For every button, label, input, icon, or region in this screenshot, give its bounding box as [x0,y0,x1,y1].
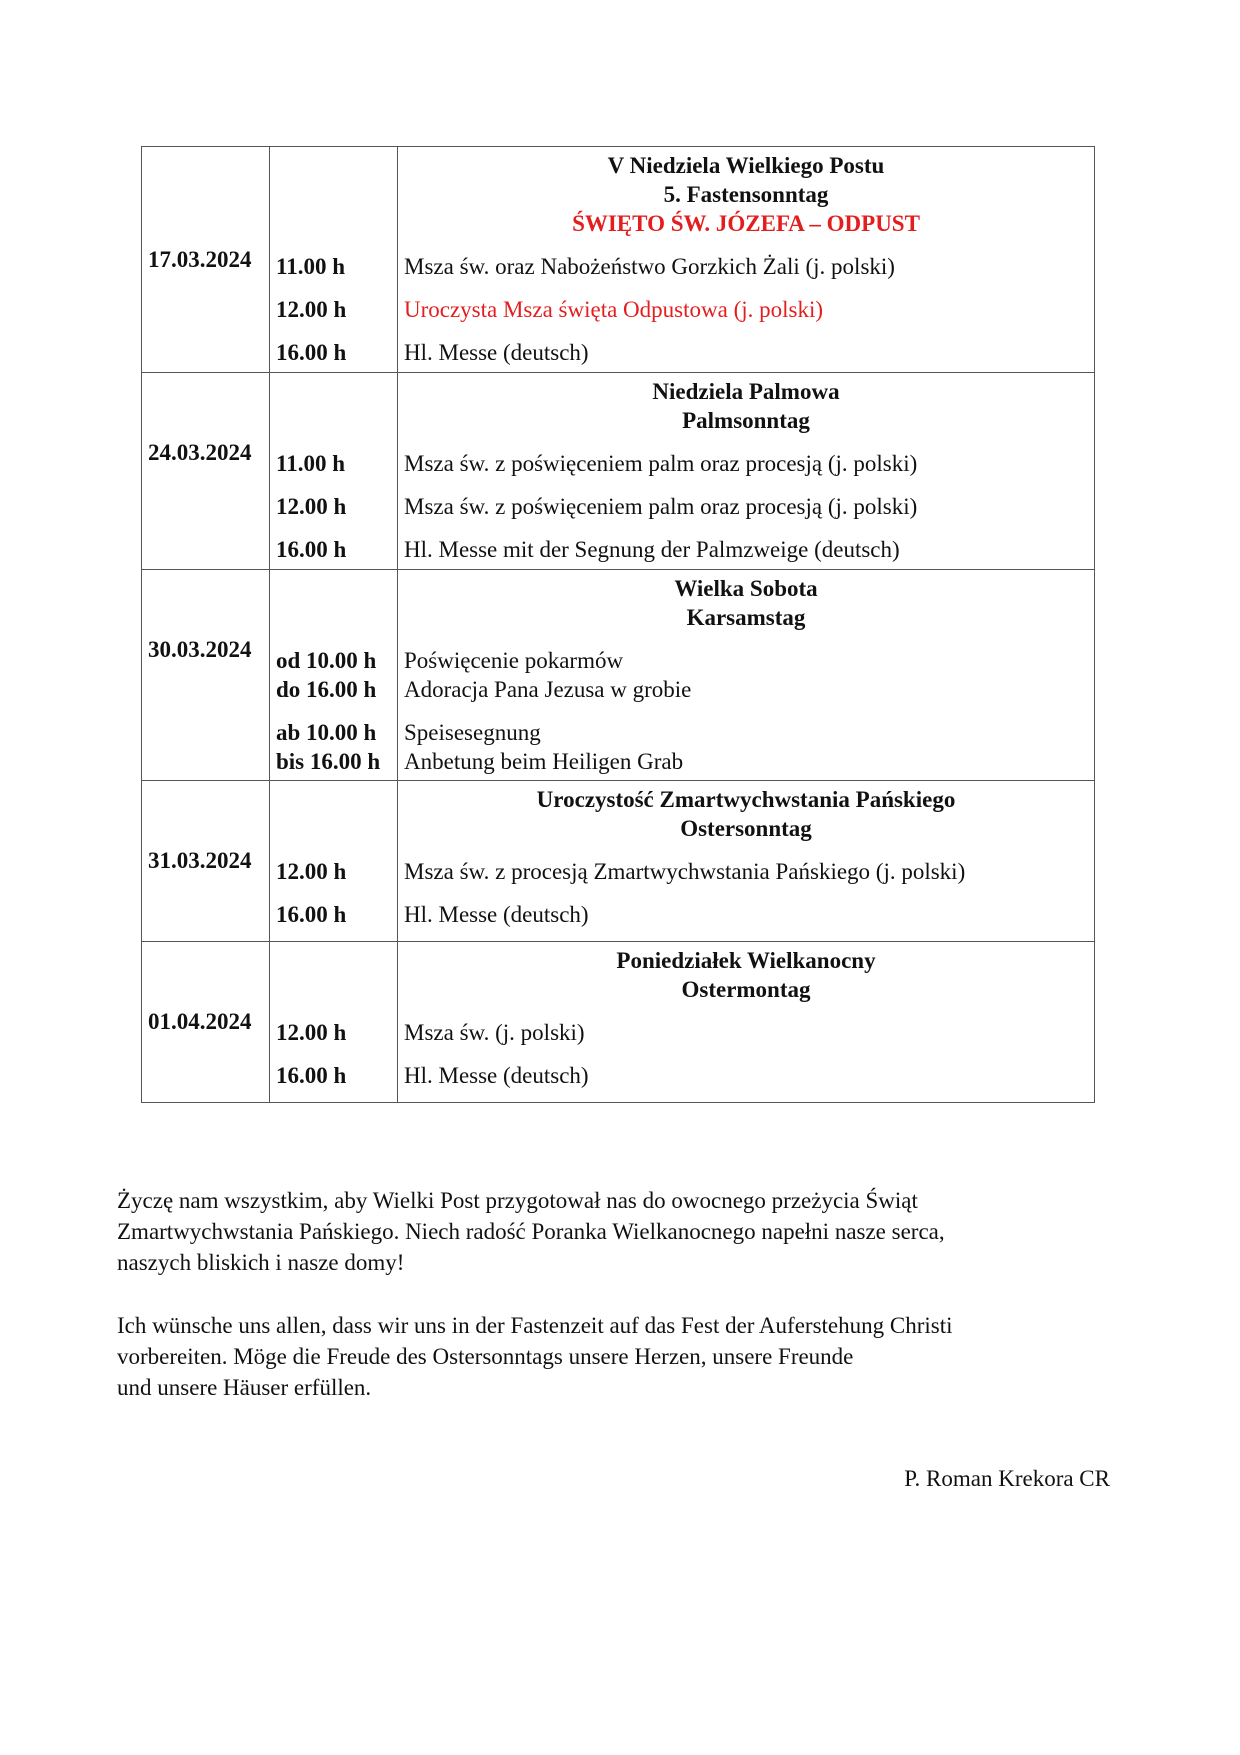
event-description: Adoracja Pana Jezusa w grobie [404,677,692,702]
time-cell [270,781,398,942]
event-description: Msza św. (j. polski) [404,1020,585,1045]
table-row [142,373,1095,570]
closing-line: und unsere Häuser erfüllen. [117,1375,372,1400]
date-label: 01.04.2024 [148,1009,252,1034]
event-description: Speisesegnung [404,720,541,745]
date-label: 17.03.2024 [148,246,252,272]
date-cell [142,942,270,1103]
time-label: 16.00 h [276,902,347,927]
event-title-german: Palmsonntag [682,408,810,433]
time-label: 12.00 h [276,859,347,884]
time-label: 12.00 h [276,297,347,322]
date-cell [142,570,270,781]
event-description: Hl. Messe (deutsch) [404,1063,589,1088]
event-description: Poświęcenie pokarmów [404,648,624,673]
event-title-german: Ostermontag [681,977,811,1002]
event-cell [398,781,1095,942]
time-label: 16.00 h [276,340,347,365]
event-description: Hl. Messe (deutsch) [404,340,589,365]
event-title-german: Ostersonntag [680,816,812,841]
date-cell [142,373,270,570]
closing-line: Życzę nam wszystkim, aby Wielki Post przygotował nas do owocnego przeżycia Świąt [117,1188,918,1213]
time-cell [270,147,398,373]
event-description: Msza św. z poświęceniem palm oraz procesją (j. polski) [404,494,918,519]
event-description: Uroczysta Msza święta Odpustowa (j. polski) [404,297,824,322]
event-description: Hl. Messe (deutsch) [404,902,589,927]
time-label: bis 16.00 h [276,749,381,774]
signature: P. Roman Krekora CR [904,1466,1110,1491]
closing-german [117,1310,1117,1403]
event-title-polish: Wielka Sobota [674,576,818,601]
time-label: 12.00 h [276,1020,347,1045]
time-label: do 16.00 h [276,677,377,702]
time-label: 12.00 h [276,494,347,519]
event-cell [398,373,1095,570]
event-cell [398,147,1095,373]
closing-line: Ich wünsche uns allen, dass wir uns in der Fastenzeit auf das Fest der Auferstehung Christi [117,1313,953,1338]
date-label: 30.03.2024 [148,637,252,662]
event-description: Hl. Messe mit der Segnung der Palmzweige (deutsch) [404,537,900,562]
event-title-polish: Poniedziałek Wielkanocny [616,948,876,973]
closing-line: naszych bliskich i nasze domy! [117,1250,405,1275]
schedule-table [141,146,1095,1103]
time-label: 16.00 h [276,1063,347,1088]
closing-line: Zmartwychwstania Pańskiego. Niech radość Poranka Wielkanocnego napełni nasze serca, [117,1219,945,1244]
event-description: Msza św. z procesją Zmartwychwstania Pańskiego (j. polski) [404,859,966,884]
closing-polish [117,1185,1117,1278]
event-title-polish: Uroczystość Zmartwychwstania Pańskiego [536,787,956,812]
time-label: ab 10.00 h [276,720,377,745]
time-label: 11.00 h [276,254,346,279]
event-cell [398,570,1095,781]
event-title-polish: V Niedziela Wielkiego Postu [607,153,885,178]
event-cell [398,942,1095,1103]
event-title-german: Karsamstag [686,605,806,630]
table-row [142,942,1095,1103]
event-description: Anbetung beim Heiligen Grab [404,749,684,774]
time-label: 11.00 h [276,451,346,476]
table-row [142,781,1095,942]
time-label: 16.00 h [276,537,347,562]
table-row [142,570,1095,781]
event-title-polish: Niedziela Palmowa [652,379,840,404]
time-cell [270,570,398,781]
date-cell [142,147,270,373]
closing-line: vorbereiten. Möge die Freude des Ostersonntags unsere Herzen, unsere Freunde [117,1344,854,1369]
event-title-feast: ŚWIĘTO ŚW. JÓZEFA – ODPUST [572,211,920,236]
table-row [142,147,1095,373]
event-title-german: 5. Fastensonntag [663,182,829,207]
event-description: Msza św. oraz Nabożeństwo Gorzkich Żali (j. polski) [404,254,895,279]
event-description: Msza św. z poświęceniem palm oraz procesją (j. polski) [404,451,918,476]
time-label: od 10.00 h [276,648,377,673]
time-cell [270,373,398,570]
date-cell [142,781,270,942]
date-label: 24.03.2024 [148,440,252,465]
time-cell [270,942,398,1103]
date-label: 31.03.2024 [148,848,252,873]
